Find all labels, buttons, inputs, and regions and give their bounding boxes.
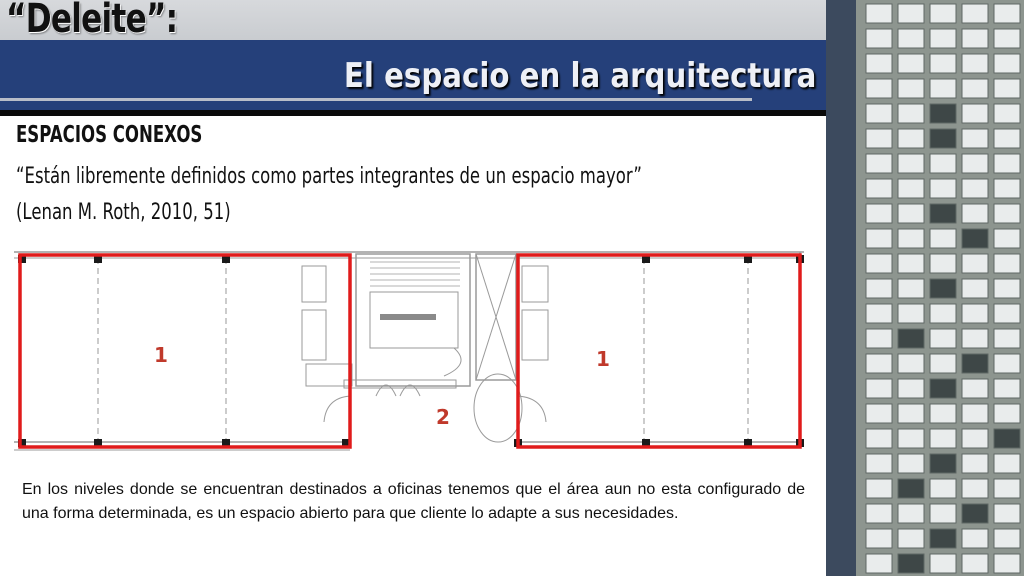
description-paragraph: En los niveles donde se encuentran destinados a oficinas tenemos que el área aun no esta configurado de una forma determinada, es un espacio abierto para que cliente lo adapte a sus necesidades.	[22, 481, 805, 522]
definition-quote: “Están libremente definidos como partes integrantes de un espacio mayor”	[16, 164, 642, 189]
slide-subtitle: El espacio en la arquitectura	[343, 56, 816, 96]
header-divider	[0, 110, 866, 116]
space-label-right: 1	[596, 347, 610, 371]
citation: (Lenan M. Roth, 2010, 51)	[16, 200, 231, 225]
floor-plan	[14, 246, 806, 458]
subtitle-underline	[0, 98, 752, 101]
connected-space-highlight-left	[20, 255, 350, 447]
structural-columns	[18, 255, 804, 447]
slide-title: “Deleite”:	[6, 0, 178, 42]
space-label-center: 2	[436, 405, 450, 429]
facade-window-grid	[866, 4, 1020, 573]
building-facade-image	[826, 0, 1024, 576]
section-heading: ESPACIOS CONEXOS	[16, 122, 203, 148]
floor-plan-drawing	[14, 252, 804, 450]
space-label-left: 1	[154, 343, 168, 367]
connected-space-highlight-right	[518, 255, 800, 447]
